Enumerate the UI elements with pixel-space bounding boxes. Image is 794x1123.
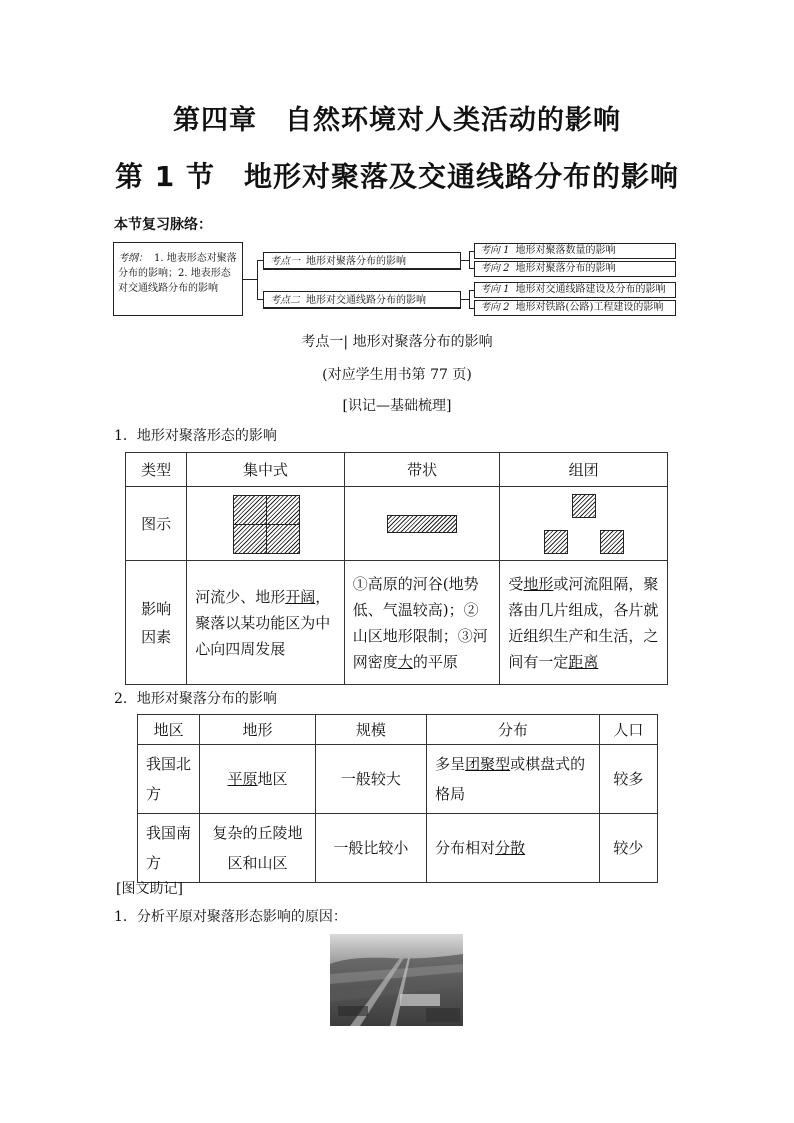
kaodian-heading: 考点一| 地形对聚落分布的影响 (301, 334, 493, 350)
outline-kaoxiang-4 (474, 300, 676, 316)
hatch-block (266, 495, 300, 525)
diagram-strip (344, 487, 500, 561)
outline-kaoxiang-2 (474, 261, 676, 277)
diagram-concentrated (187, 487, 345, 561)
book-reference: (对应学生用书第 77 页) (322, 367, 472, 383)
table-header: 人口 (599, 715, 657, 745)
diagram-cluster (500, 487, 668, 561)
factor-strip (344, 561, 500, 685)
text: 河流少、地形 (195, 587, 286, 606)
region-south: 我国南方 (138, 814, 200, 883)
hatch-block (266, 524, 300, 554)
table-header: 带状 (344, 453, 500, 487)
answer-blank: 大 (397, 652, 413, 671)
table-header: 集中式 (187, 453, 345, 487)
text: 分布相对 (435, 839, 496, 857)
hatch-block (544, 530, 568, 554)
outline-label: 本节复习脉络： (114, 217, 212, 233)
table-header: 组团 (500, 453, 668, 487)
text: 多呈 (435, 755, 466, 773)
outline-kaoxiang-1 (474, 243, 676, 259)
answer-blank: 地形 (523, 574, 554, 593)
answer-blank: 团聚型 (465, 755, 511, 773)
part1-heading: 1．地形对聚落形态的影响 (114, 428, 277, 444)
text: 或河流阻隔，聚落由几片组成，各片就近组织生产和生活，之间有一定 (508, 574, 659, 671)
row-label-diagram: 图示 (126, 487, 187, 561)
hatch-strip (387, 515, 457, 533)
outline-kaoxiang-4-tag: 考向 2 (480, 302, 510, 313)
section-title: 第 1 节 地形对聚落及交通线路分布的影响 (115, 160, 679, 193)
distribution-south (427, 814, 600, 883)
text: ，聚落以某功能区为中心向四周发展 (195, 587, 331, 658)
settlement-form-table (125, 452, 668, 685)
scale-north: 一般较大 (315, 745, 426, 814)
outline-kaodian-1 (263, 252, 461, 270)
text: 受 (508, 574, 524, 593)
answer-blank: 开阔 (285, 587, 316, 606)
outline-kaoxiang-4-text: 地形对铁路(公路)工程建设的影响 (515, 302, 664, 313)
scale-south: 一般比较小 (315, 814, 426, 883)
terrain-south: 复杂的丘陵地区和山区 (200, 814, 315, 883)
answer-blank: 分散 (495, 839, 526, 857)
answer-blank: 距离 (568, 652, 599, 671)
aerial-plain-photo (330, 934, 463, 1026)
outline-kaodian-1-text: 地形对聚落分布的影响 (306, 256, 406, 267)
population-north: 较多 (599, 745, 657, 814)
text: ①高原的河谷(地势低、气温较高)；②山区地形限制；③河网密度 (352, 574, 488, 671)
part2-heading: 2．地形对聚落分布的影响 (114, 691, 277, 707)
outline-kaoxiang-3 (474, 282, 676, 298)
text: 的平原 (412, 652, 458, 671)
outline-root-tag: 考纲： (118, 253, 148, 264)
outline-kaoxiang-2-text: 地形对聚落分布的影响 (515, 263, 616, 274)
region-north: 我国北方 (138, 745, 200, 814)
notes-item-1: 1．分析平原对聚落形态影响的原因： (114, 909, 347, 925)
table-header: 分布 (427, 715, 600, 745)
outline-kaoxiang-3-tag: 考向 1 (480, 284, 510, 295)
outline-kaoxiang-1-tag: 考向 1 (480, 245, 510, 256)
text: 地区 (257, 770, 288, 788)
distribution-north (427, 745, 600, 814)
factor-concentrated (187, 561, 345, 685)
terrain-north (200, 745, 315, 814)
outline-kaodian-2 (263, 291, 461, 309)
answer-blank: 平原 (227, 770, 258, 788)
hatch-block (233, 524, 267, 554)
notes-tag: [图文助记] (116, 881, 183, 897)
table-header: 地区 (138, 715, 200, 745)
outline-kaoxiang-1-text: 地形对聚落数量的影响 (515, 245, 616, 256)
chapter-title: 第四章 自然环境对人类活动的影响 (173, 105, 621, 136)
row-label-factors: 影响因素 (126, 561, 187, 685)
outline-root-box (113, 242, 243, 316)
text: 或棋盘式的格局 (435, 755, 586, 803)
section-subtag: [识记—基础梳理] (342, 398, 452, 414)
settlement-distribution-table (137, 714, 658, 883)
population-south: 较少 (599, 814, 657, 883)
hatch-block (233, 495, 267, 525)
outline-root-text: 1. 地表形态对聚落分布的影响；2. 地表形态对交通线路分布的影响 (118, 253, 237, 294)
outline-kaodian-2-tag: 考点二 (270, 295, 300, 306)
hatch-block (572, 494, 596, 518)
outline-kaodian-1-tag: 考点一 (270, 256, 300, 267)
outline-kaoxiang-2-tag: 考向 2 (480, 263, 510, 274)
outline-kaoxiang-3-text: 地形对交通线路建设及分布的影响 (515, 284, 666, 295)
outline-kaodian-2-text: 地形对交通线路分布的影响 (306, 295, 426, 306)
factor-cluster (500, 561, 668, 685)
table-header: 规模 (315, 715, 426, 745)
hatch-block (600, 530, 624, 554)
table-header: 类型 (126, 453, 187, 487)
table-header: 地形 (200, 715, 315, 745)
